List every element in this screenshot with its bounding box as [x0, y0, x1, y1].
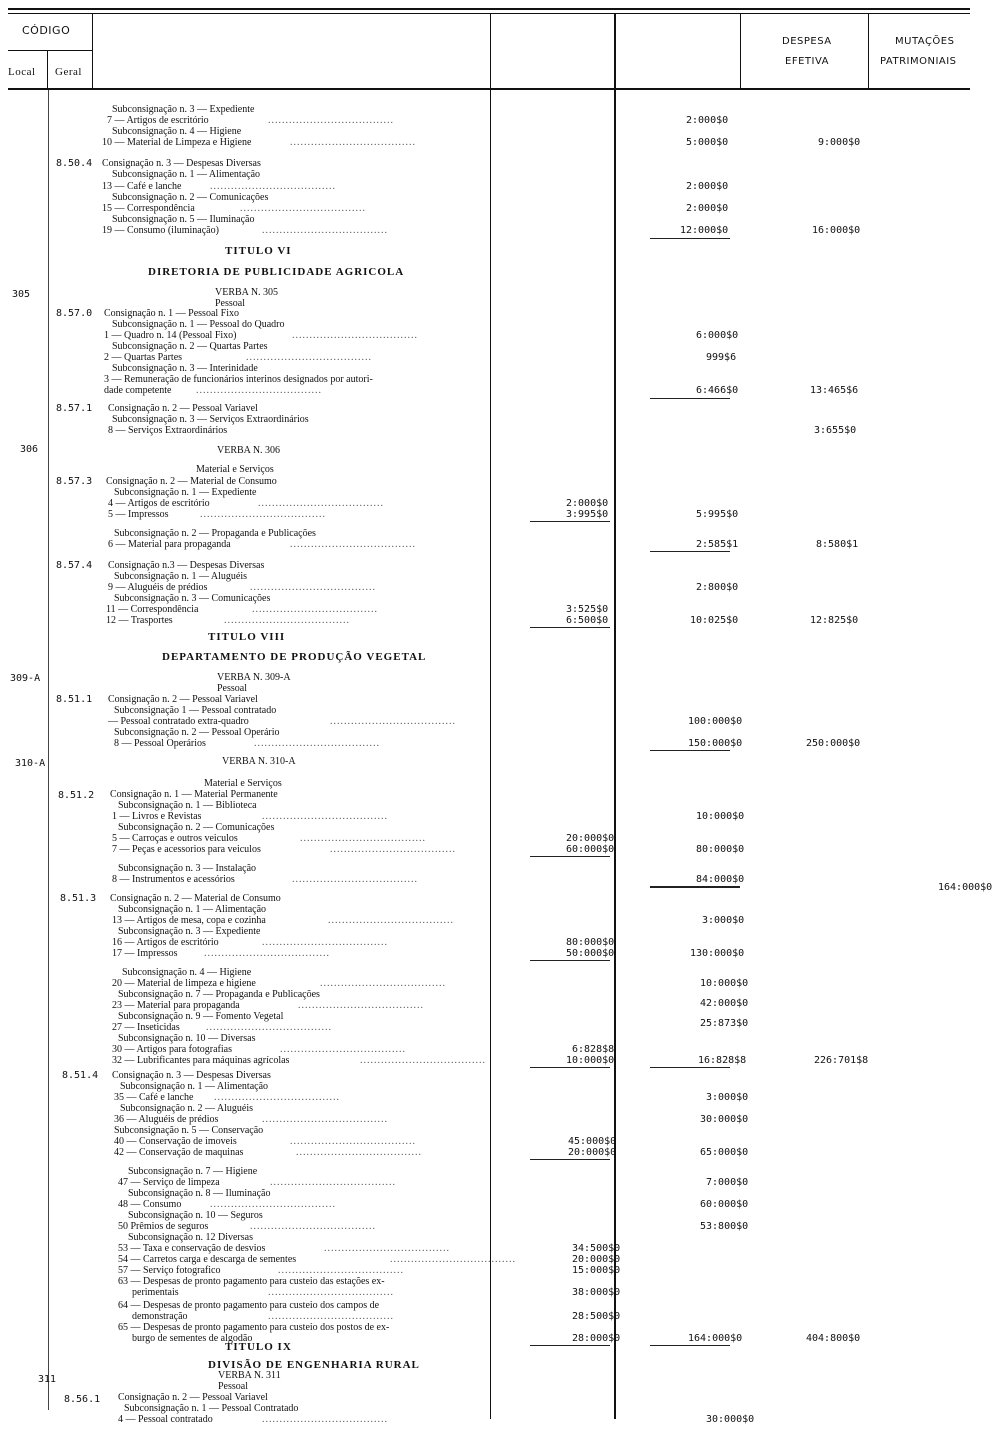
- header-despesa: DESPESA: [782, 36, 832, 47]
- amount: 3:000$0: [702, 915, 745, 926]
- header-geral: Geral: [55, 66, 82, 78]
- code-8504: 8.50.4: [56, 158, 93, 169]
- line: 12 — Trasportes: [106, 615, 173, 626]
- titulo-viii: TITULO VIII: [208, 631, 286, 643]
- amount: 5:995$0: [696, 509, 739, 520]
- leader-dots: ....................................: [290, 1136, 416, 1147]
- amount: 30:000$0: [706, 1414, 755, 1425]
- vline-desc: [490, 14, 491, 1419]
- subtotal-rule: [530, 1067, 610, 1068]
- code-verba-305: 305: [12, 289, 31, 300]
- amount: 12:000$0: [680, 225, 729, 236]
- leader-dots: ....................................: [324, 1243, 450, 1254]
- leader-dots: ....................................: [292, 330, 418, 341]
- subtotal-rule: [650, 551, 730, 552]
- line: Consignação n. 3 — Despesas Diversas: [112, 1070, 271, 1081]
- amount: 164:000$0: [688, 1333, 743, 1344]
- line: Subconsignação n. 7 — Higiene: [128, 1166, 258, 1177]
- subtotal-rule: [650, 1345, 730, 1346]
- leader-dots: ....................................: [250, 582, 376, 593]
- amount-partial: 2:000$0: [566, 498, 609, 509]
- leader-dots: ....................................: [270, 1177, 396, 1188]
- amount-partial: 3:525$0: [566, 604, 609, 615]
- line: Subconsignação n. 4 — Higiene: [122, 967, 252, 978]
- line: 15 — Correspondência: [102, 203, 195, 214]
- line: Consignação n. 2 — Material de Consumo: [106, 476, 277, 487]
- header-local: Local: [8, 66, 36, 78]
- line: 7 — Peças e acessorios para veiculos: [112, 844, 261, 855]
- line: 1 — Livros e Revistas: [112, 811, 202, 822]
- leader-dots: ....................................: [254, 738, 380, 749]
- verba-306: VERBA N. 306: [217, 445, 281, 456]
- line: Subconsignação n. 5 — Conservação: [114, 1125, 264, 1136]
- line: 2 — Quartas Partes: [104, 352, 183, 363]
- amount: 10:025$0: [690, 615, 739, 626]
- subtotal-rule: [530, 1345, 610, 1346]
- leader-dots: ....................................: [262, 1114, 388, 1125]
- line: 35 — Café e lanche: [114, 1092, 194, 1103]
- amount-total: 3:655$0: [814, 425, 857, 436]
- line: 57 — Serviço fotografico: [118, 1265, 221, 1276]
- header-codigo: CÓDIGO: [22, 24, 71, 37]
- pessoal-309a: Pessoal: [217, 683, 247, 694]
- subtotal-rule: [650, 1067, 730, 1068]
- amount-total: 16:000$0: [812, 225, 861, 236]
- amount-partial: 6:500$0: [566, 615, 609, 626]
- line: 19 — Consumo (iluminação): [102, 225, 219, 236]
- line: demonstração: [132, 1311, 188, 1322]
- line: Subconsignação n. 3 — Instalação: [118, 863, 257, 874]
- line: Subconsignação n. 1 — Alimentação: [120, 1081, 269, 1092]
- amount: 2:000$0: [686, 115, 729, 126]
- amount-partial: 20:000$0: [566, 833, 615, 844]
- line: Subconsignação n. 2 — Propaganda e Publicações: [114, 528, 316, 539]
- line: Subconsignação n. 5 — Iluminação: [112, 214, 255, 225]
- line: Consignação n. 1 — Pessoal Fixo: [104, 308, 239, 319]
- subtotal-rule: [650, 398, 730, 399]
- line: Subconsignação n. 3 — Comunicações: [114, 593, 271, 604]
- subtotal-rule: [650, 750, 730, 751]
- material-servicos-310a: Material e Serviços: [204, 778, 282, 789]
- top-double-rule-1: [8, 8, 970, 10]
- line: Subconsignação n. 2 — Aluguéis: [120, 1103, 254, 1114]
- leader-dots: ....................................: [330, 716, 456, 727]
- code-verba-309a: 309-A: [10, 673, 41, 684]
- line: Subconsignação n. 3 — Interinidade: [112, 363, 258, 374]
- amount-partial: 45:000$0: [568, 1136, 617, 1147]
- line: Subconsignação n. 2 — Pessoal Operário: [114, 727, 280, 738]
- line: Subconsignação n. 4 — Higiene: [112, 126, 242, 137]
- leader-dots: ....................................: [280, 1044, 406, 1055]
- line: Subconsignação n. 1 — Pessoal do Quadro: [112, 319, 285, 330]
- amount: 2:000$0: [686, 181, 729, 192]
- leader-dots: ....................................: [278, 1265, 404, 1276]
- leader-dots: ....................................: [262, 811, 388, 822]
- titulo-ix-name: DIVISÃO DE ENGENHARIA RURAL: [208, 1359, 420, 1371]
- line: 42 — Conservação de maquinas: [114, 1147, 244, 1158]
- line: 48 — Consumo: [118, 1199, 182, 1210]
- amount-total: 12:825$0: [810, 615, 859, 626]
- leader-dots: ....................................: [252, 604, 378, 615]
- header-bottom-rule: [8, 88, 970, 90]
- vline-col1: [614, 14, 616, 1419]
- amount-partial: 3:995$0: [566, 509, 609, 520]
- leader-dots: ....................................: [298, 1000, 424, 1011]
- amount-partial: 20:000$0: [572, 1254, 621, 1265]
- code-verba-310a: 310-A: [15, 758, 46, 769]
- line: 54 — Carretos carga e descarga de sementes: [118, 1254, 297, 1265]
- line: Subconsignação 1 — Pessoal contratado: [114, 705, 277, 716]
- line: Consignação n. 3 — Despesas Diversas: [102, 158, 261, 169]
- line: Consignação n. 2 — Pessoal Variavel: [108, 694, 258, 705]
- code-8512: 8.51.2: [58, 790, 95, 801]
- line: Subconsignação n. 10 — Seguros: [128, 1210, 263, 1221]
- leader-dots: ....................................: [262, 225, 388, 236]
- line: 32 — Lubrificantes para máquinas agrícolas: [112, 1055, 290, 1066]
- amount: 80:000$0: [696, 844, 745, 855]
- line: Subconsignação n. 1 — Pessoal Contratado: [124, 1403, 299, 1414]
- line: 4 — Artigos de escritório: [108, 498, 210, 509]
- leader-dots: ....................................: [206, 1022, 332, 1033]
- line: 8 — Serviços Extraordinários: [108, 425, 228, 436]
- line: Subconsignação n. 12 Diversas: [128, 1232, 253, 1243]
- amount: 3:000$0: [706, 1092, 749, 1103]
- amount: 100:000$0: [688, 716, 743, 727]
- leader-dots: ....................................: [262, 1414, 388, 1425]
- line: Consignação n. 2 — Material de Consumo: [110, 893, 281, 904]
- amount: 999$6: [706, 352, 737, 363]
- line: Consignação n. 2 — Pessoal Variavel: [118, 1392, 268, 1403]
- line: Subconsignação n. 1 — Expediente: [114, 487, 257, 498]
- amount-partial: 15:000$0: [572, 1265, 621, 1276]
- line: burgo de sementes de algodão: [132, 1333, 253, 1344]
- leader-dots: ....................................: [328, 915, 454, 926]
- amount: 2:585$1: [696, 539, 739, 550]
- line: Subconsignação n. 2 — Comunicações: [118, 822, 275, 833]
- amount-total: 250:000$0: [806, 738, 861, 749]
- line: 5 — Impressos: [108, 509, 169, 520]
- subtotal-rule: [530, 1159, 610, 1160]
- amount: 10:000$0: [700, 978, 749, 989]
- amount: 30:000$0: [700, 1114, 749, 1125]
- amount: 150:000$0: [688, 738, 743, 749]
- line: Subconsignação n. 3 — Serviços Extraordinários: [112, 414, 309, 425]
- line: 4 — Pessoal contratado: [118, 1414, 213, 1425]
- line: 30 — Artigos para fotografias: [112, 1044, 232, 1055]
- line: 10 — Material de Limpeza e Higiene: [102, 137, 252, 148]
- amount: 53:800$0: [700, 1221, 749, 1232]
- line: 5 — Carroças e outros veiculos: [112, 833, 238, 844]
- titulo-ix: TITULO IX: [225, 1341, 292, 1353]
- leader-dots: ....................................: [300, 833, 426, 844]
- verba-311: VERBA N. 311: [218, 1370, 281, 1381]
- leader-dots: ....................................: [210, 181, 336, 192]
- leader-dots: ....................................: [224, 615, 350, 626]
- line: 17 — Impressos: [112, 948, 178, 959]
- code-verba-306: 306: [20, 444, 39, 455]
- line: 13 — Café e lanche: [102, 181, 182, 192]
- amount-partial: 20:000$0: [568, 1147, 617, 1158]
- line: Subconsignação n. 7 — Propaganda e Publicações: [118, 989, 320, 1000]
- leader-dots: ....................................: [320, 978, 446, 989]
- line: Subconsignação n. 8 — Iluminação: [128, 1188, 271, 1199]
- code-split-rule: [8, 50, 92, 51]
- amount-partial: 28:500$0: [572, 1311, 621, 1322]
- subtotal-rule: [530, 960, 610, 961]
- line: 8 — Pessoal Operários: [114, 738, 206, 749]
- amount-total: 9:000$0: [818, 137, 861, 148]
- leader-dots: ....................................: [268, 1287, 394, 1298]
- header-efetiva: EFETIVA: [785, 56, 829, 67]
- subtotal-rule: [650, 238, 730, 239]
- amount: 60:000$0: [700, 1199, 749, 1210]
- leader-dots: ....................................: [330, 844, 456, 855]
- vline-codigo: [92, 14, 93, 90]
- leader-dots: ....................................: [204, 948, 330, 959]
- line: 9 — Aluguéis de prédios: [108, 582, 208, 593]
- amount: 2:800$0: [696, 582, 739, 593]
- code-8511: 8.51.1: [56, 694, 93, 705]
- verba-309a: VERBA N. 309-A: [217, 672, 291, 683]
- pessoal-305: Pessoal: [215, 298, 245, 309]
- line: dade competente: [104, 385, 172, 396]
- header-mutacoes: MUTAÇÕES: [895, 36, 955, 47]
- line: Subconsignação n. 1 — Alimentação: [118, 904, 267, 915]
- leader-dots: ....................................: [262, 937, 388, 948]
- leader-dots: ....................................: [292, 874, 418, 885]
- line: Subconsignação n. 1 — Biblioteca: [118, 800, 257, 811]
- amount: 7:000$0: [706, 1177, 749, 1188]
- amount: 16:828$8: [698, 1055, 747, 1066]
- line: 8 — Instrumentos e acessórios: [112, 874, 235, 885]
- line: 13 — Artigos de mesa, copa e cozinha: [112, 915, 266, 926]
- line: Consignação n.3 — Despesas Diversas: [108, 560, 265, 571]
- amount-partial: 80:000$0: [566, 937, 615, 948]
- amount-total: 226:701$8: [814, 1055, 869, 1066]
- material-servicos-306: Material e Serviços: [196, 464, 274, 475]
- amount-partial: 60:000$0: [566, 844, 615, 855]
- line: 23 — Material para propaganda: [112, 1000, 240, 1011]
- verba-310a: VERBA N. 310-A: [222, 756, 296, 767]
- line: Subconsignação n. 2 — Comunicações: [112, 192, 269, 203]
- leader-dots: ....................................: [250, 1221, 376, 1232]
- code-8574: 8.57.4: [56, 560, 93, 571]
- amount-total: 404:800$0: [806, 1333, 861, 1344]
- amount: 42:000$0: [700, 998, 749, 1009]
- leader-dots: ....................................: [360, 1055, 486, 1066]
- line: 3 — Remuneração de funcionários interinos designados por autori-: [104, 374, 373, 385]
- titulo-vi: TITULO VI: [225, 245, 292, 257]
- subtotal-rule: [530, 521, 610, 522]
- leader-dots: ....................................: [210, 1199, 336, 1210]
- amount: 6:466$0: [696, 385, 739, 396]
- amount: 65:000$0: [700, 1147, 749, 1158]
- leader-dots: ....................................: [296, 1147, 422, 1158]
- top-double-rule-2: [8, 13, 970, 14]
- code-8571: 8.57.1: [56, 403, 93, 414]
- line: 16 — Artigos de escritório: [112, 937, 219, 948]
- leader-dots: ....................................: [196, 385, 322, 396]
- subtotal-rule: [650, 886, 740, 888]
- vline-col2: [740, 14, 741, 90]
- amount: 6:000$0: [696, 330, 739, 341]
- line: 27 — Inseticidas: [112, 1022, 180, 1033]
- line: Consignação n. 1 — Material Permanente: [110, 789, 278, 800]
- line: 65 — Despesas de pronto pagamento para custeio dos postos de ex-: [118, 1322, 390, 1333]
- amount: 130:000$0: [690, 948, 745, 959]
- leader-dots: ....................................: [290, 137, 416, 148]
- leader-dots: ....................................: [246, 352, 372, 363]
- line: Consignação n. 2 — Pessoal Variavel: [108, 403, 258, 414]
- amount: 2:000$0: [686, 203, 729, 214]
- line: 47 — Serviço de limpeza: [118, 1177, 220, 1188]
- line: Subconsignação n. 3 — Expediente: [118, 926, 261, 937]
- amount-partial: 28:000$0: [572, 1333, 621, 1344]
- leader-dots: ....................................: [200, 509, 326, 520]
- titulo-viii-name: DEPARTAMENTO DE PRODUÇÃO VEGETAL: [162, 651, 427, 663]
- leader-dots: ....................................: [214, 1092, 340, 1103]
- code-verba-311: 311: [38, 1374, 57, 1385]
- line: — Pessoal contratado extra-quadro: [108, 716, 249, 727]
- amount: 5:000$0: [686, 137, 729, 148]
- line: Subconsignação n. 3 — Expediente: [112, 104, 255, 115]
- line: Subconsignação n. 1 — Aluguéis: [114, 571, 248, 582]
- code-8514: 8.51.4: [62, 1070, 99, 1081]
- line: 36 — Aluguéis de prédios: [114, 1114, 219, 1125]
- line: perimentais: [132, 1287, 179, 1298]
- line: 6 — Material para propaganda: [108, 539, 231, 550]
- vline-col3: [868, 14, 869, 90]
- leader-dots: ....................................: [290, 539, 416, 550]
- titulo-vi-name: DIRETORIA DE PUBLICIDADE AGRICOLA: [148, 266, 405, 278]
- line: 7 — Artigos de escritório: [107, 115, 209, 126]
- line: 64 — Despesas de pronto pagamento para custeio dos campos de: [118, 1300, 380, 1311]
- line: 40 — Conservação de imoveis: [114, 1136, 237, 1147]
- line: 11 — Correspondência: [106, 604, 199, 615]
- subtotal-rule: [530, 856, 610, 857]
- amount-total: 164:000$0: [938, 882, 993, 893]
- line: 1 — Quadro n. 14 (Pessoal Fixo): [104, 330, 237, 341]
- amount-total: 13:465$6: [810, 385, 859, 396]
- pessoal-311: Pessoal: [218, 1381, 248, 1392]
- leader-dots: ....................................: [268, 1311, 394, 1322]
- amount: 84:000$0: [696, 874, 745, 885]
- line: 63 — Despesas de pronto pagamento para custeio das estações ex-: [118, 1276, 385, 1287]
- leader-dots: ....................................: [258, 498, 384, 509]
- amount-partial: 10:000$0: [566, 1055, 615, 1066]
- amount-partial: 34:500$0: [572, 1243, 621, 1254]
- code-8513: 8.51.3: [60, 893, 97, 904]
- leader-dots: ....................................: [268, 115, 394, 126]
- leader-dots: ....................................: [390, 1254, 516, 1265]
- amount-partial: 38:000$0: [572, 1287, 621, 1298]
- amount-partial: 6:828$8: [572, 1044, 615, 1055]
- amount-partial: 50:000$0: [566, 948, 615, 959]
- code-8570: 8.57.0: [56, 308, 93, 319]
- amount-total: 8:580$1: [816, 539, 859, 550]
- line: Subconsignação n. 1 — Alimentação: [112, 169, 261, 180]
- subtotal-rule: [530, 627, 610, 628]
- line: 20 — Material de limpeza e higiene: [112, 978, 256, 989]
- line: 53 — Taxa e conservação de desvios: [118, 1243, 266, 1254]
- line: Subconsignação n. 10 — Diversas: [118, 1033, 256, 1044]
- code-8573: 8.57.3: [56, 476, 93, 487]
- line: Subconsignação n. 2 — Quartas Partes: [112, 341, 268, 352]
- line: Subconsignação n. 9 — Fomento Vegetal: [118, 1011, 284, 1022]
- amount: 10:000$0: [696, 811, 745, 822]
- code-8561: 8.56.1: [64, 1394, 101, 1405]
- header-patrimoniais: PATRIMONIAIS: [880, 56, 957, 67]
- leader-dots: ....................................: [240, 203, 366, 214]
- amount: 25:873$0: [700, 1018, 749, 1029]
- vline-local: [47, 50, 48, 90]
- verba-305: VERBA N. 305: [215, 287, 279, 298]
- vline-left-body: [48, 90, 49, 1410]
- line: 50 Prêmios de seguros: [118, 1221, 209, 1232]
